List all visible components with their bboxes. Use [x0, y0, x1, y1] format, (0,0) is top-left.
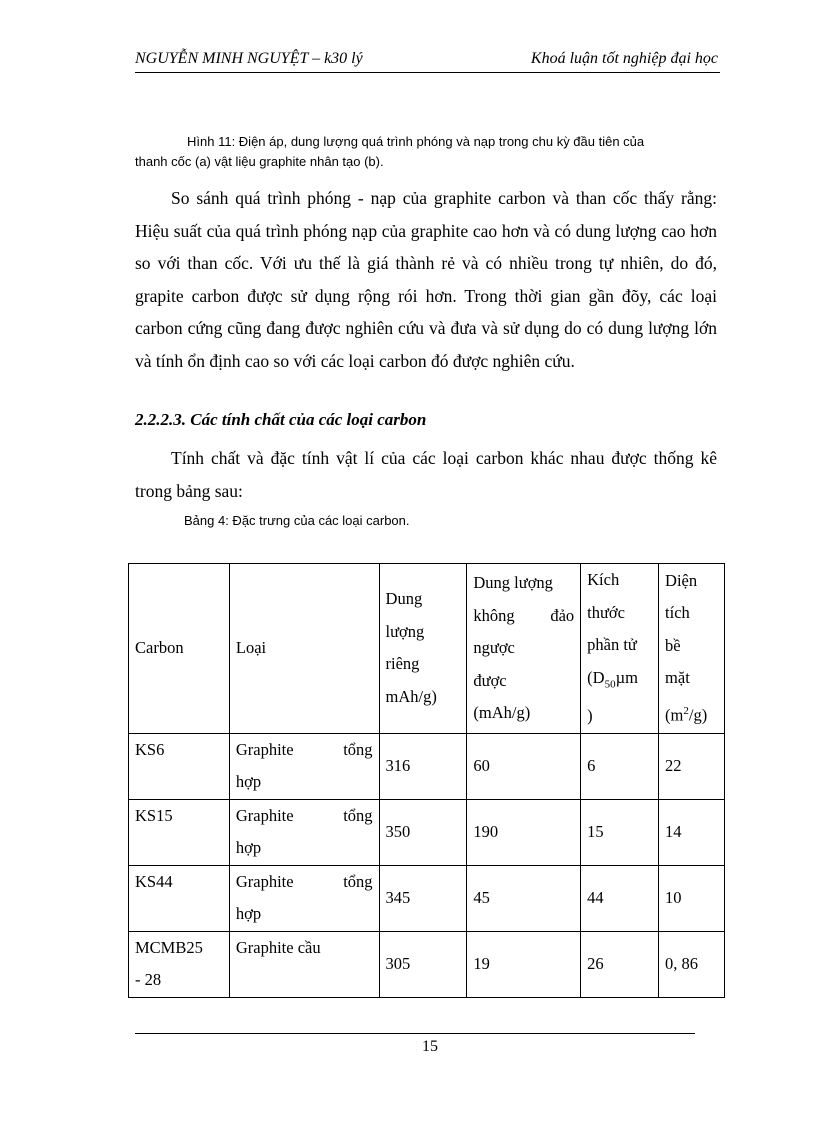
table-row	[129, 799, 725, 865]
section-heading: 2.2.2.3. Các tính chất của các loại carbon	[135, 410, 427, 429]
cell-type: Graphite tổng hợp	[229, 799, 379, 865]
header-particle-size: Kích thước phần tử ($D_{50}\mu m$ )	[581, 564, 659, 734]
header-thesis-title: Khoá luận tốt nghiệp đại học	[530, 50, 718, 67]
cell-irreversible: 190	[467, 799, 581, 865]
paragraph-comparison: So sánh quá trình phóng - nạp của graphite carbon và than cốc thấy rằng: Hiệu suất của quá trình phóng nạp của graphite cao hơn và có dung lượng cao hơn so với than cốc. Với ưu thế là giá thành rẻ và có nhiều trong tự nhiên, do đó, grapite carbon được sử dụng rộng rói hơn. Trong thời gian gần đõy, các loại carbon cứng cũng đang được nghiên cứu và đưa và sử dụng do có dung lượng lớn và tính ổn định cao so với các loại carbon đó được nghiên cứu.	[135, 188, 717, 371]
cell-capacity: 305	[379, 931, 467, 997]
figure-caption-line1: Hình 11: Điện áp, dung lượng quá trình phóng và nạp trong chu kỳ đầu tiên của	[187, 134, 645, 149]
header-surface-area: Diện tích bề mặt $(m^2/g)$	[659, 564, 725, 734]
cell-area: 0, 86	[659, 931, 725, 997]
cell-carbon: KS6	[129, 733, 230, 799]
figure-caption	[135, 132, 720, 172]
cell-area: 14	[659, 799, 725, 865]
cell-irreversible: 45	[467, 865, 581, 931]
table-row	[129, 865, 725, 931]
cell-size: 26	[581, 931, 659, 997]
cell-size: 15	[581, 799, 659, 865]
page-number: 15	[422, 1038, 438, 1055]
header-type: Loại	[229, 564, 379, 734]
header-author: NGUYỄN MINH NGUYỆT – k30 lý	[135, 50, 363, 67]
cell-type: Graphite tổng hợp	[229, 733, 379, 799]
footer-divider	[135, 1033, 695, 1034]
cell-irreversible: 19	[467, 931, 581, 997]
cell-type: Graphite cầu	[229, 931, 379, 997]
cell-size: 44	[581, 865, 659, 931]
header-carbon: Carbon	[129, 564, 230, 734]
table-header-row	[129, 564, 725, 734]
cell-area: 22	[659, 733, 725, 799]
cell-size: 6	[581, 733, 659, 799]
cell-capacity: 350	[379, 799, 467, 865]
cell-type: Graphite tổng hợp	[229, 865, 379, 931]
cell-carbon: KS44	[129, 865, 230, 931]
page-header	[135, 46, 720, 73]
cell-carbon: KS15	[129, 799, 230, 865]
cell-capacity: 316	[379, 733, 467, 799]
cell-irreversible: 60	[467, 733, 581, 799]
table-row	[129, 931, 725, 997]
table-row	[129, 733, 725, 799]
cell-area: 10	[659, 865, 725, 931]
carbon-properties-table	[128, 563, 725, 998]
header-irreversible: Dung lượng không đảo ngược được (mAh/g)	[467, 564, 581, 734]
header-capacity: Dung lượng riêng mAh/g)	[379, 564, 467, 734]
figure-caption-line2: thanh cốc (a) vật liệu graphite nhân tạo (b).	[135, 154, 384, 169]
paragraph-intro-table: Tính chất và đặc tính vật lí của các loại carbon khác nhau được thống kê trong bảng sau:	[135, 448, 717, 501]
cell-carbon: MCMB25 - 28	[129, 931, 230, 997]
cell-capacity: 345	[379, 865, 467, 931]
table-caption: Bảng 4: Đặc trưng của các loại carbon.	[184, 513, 410, 528]
